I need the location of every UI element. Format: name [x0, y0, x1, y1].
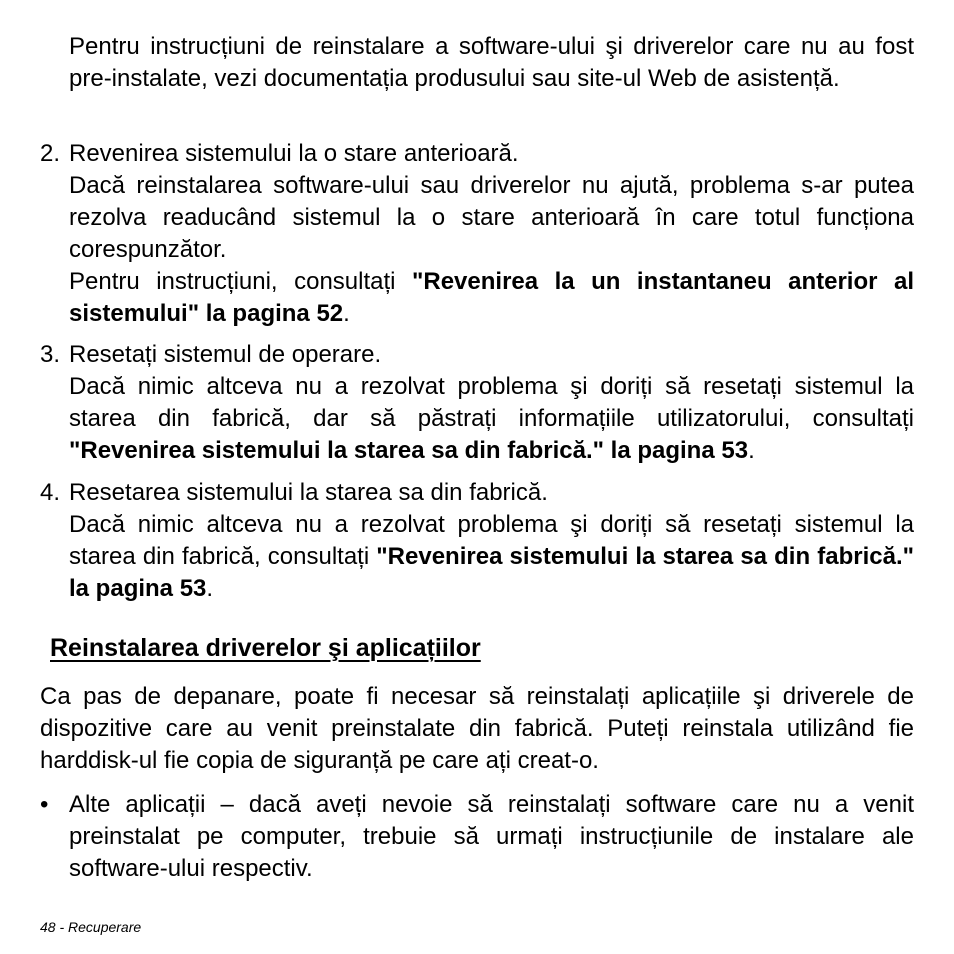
- step-title: Resetarea sistemului la starea sa din fabrică.: [69, 479, 548, 506]
- intro-text: Pentru instrucțiuni de reinstalare a software-ului şi driverelor care nu au fost pre-instalate, vezi documentația produsului sau site-ul Web de asistență.: [69, 33, 914, 93]
- step-title: Revenirea sistemului la o stare anterioară.: [69, 140, 519, 167]
- section-body: [40, 681, 914, 778]
- step-desc-text: Dacă reinstalarea software-ului sau driverelor nu ajută, problema s-ar putea rezolva readucând sistemul la o stare anterioară în care totul funcționa corespunzător.: [69, 172, 914, 264]
- step-desc-text: Dacă nimic altceva nu a rezolvat problema şi doriți să resetați sistemul la starea din fabrică, dar să păstrați informațiile utilizatorului, consultați: [69, 373, 914, 433]
- ref-link[interactable]: "Revenirea sistemului la starea sa din fabrică." la pagina 53: [69, 543, 914, 603]
- ref-suffix: .: [206, 575, 214, 603]
- section-heading: Reinstalarea driverelor şi aplicațiilor: [50, 634, 481, 662]
- step-desc-text: Dacă nimic altceva nu a rezolvat problema şi doriți să resetați sistemul la starea din fabrică, consultați: [69, 511, 914, 571]
- step-description: [69, 170, 914, 267]
- ref-prefix: Pentru instrucțiuni, consultați: [69, 268, 412, 295]
- step-description: [69, 509, 914, 606]
- ref-suffix: .: [343, 300, 350, 328]
- step-description: [69, 371, 914, 468]
- step-number: 3.: [40, 341, 61, 368]
- bullet-item: [69, 789, 914, 886]
- ref-link[interactable]: "Revenirea sistemului la starea sa din fabrică." la pagina 53: [69, 437, 749, 465]
- bullet-text: Alte aplicații – dacă aveți nevoie să reinstalați software care nu a venit preinstalat pe computer, trebuie să urmați instrucțiunile de instalare ale software-ului respectiv.: [69, 791, 914, 883]
- ref-link[interactable]: "Revenirea la un instantaneu anterior al sistemului" la pagina 52: [69, 268, 914, 328]
- section-body-text: Ca pas de depanare, poate fi necesar să reinstalați aplicațiile şi driverele de dispozitive care au venit preinstalate din fabrică. Puteți reinstala utilizând fie harddisk-ul fie copia de siguranță pe care ați creat-o.: [40, 683, 914, 775]
- intro-paragraph: [69, 31, 914, 95]
- step-number: 4.: [40, 479, 61, 506]
- ref-suffix: .: [748, 437, 755, 465]
- step-reference: [69, 266, 914, 330]
- page-footer: 48 - Recuperare: [40, 919, 142, 935]
- step-title: Resetați sistemul de operare.: [69, 341, 382, 368]
- bullet-symbol: •: [40, 791, 49, 818]
- step-number: 2.: [40, 140, 61, 167]
